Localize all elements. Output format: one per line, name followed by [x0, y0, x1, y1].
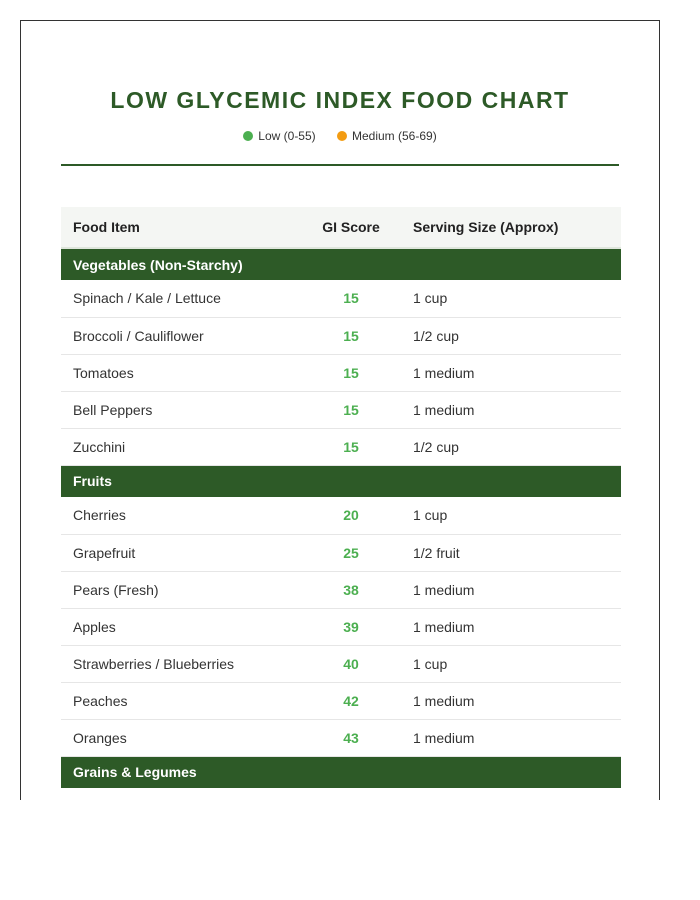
header-serving-size: Serving Size (Approx)	[401, 207, 621, 248]
category-row-fruits	[61, 465, 621, 497]
serving-size: 1 cup	[401, 497, 621, 534]
legend	[21, 129, 659, 143]
serving-size: 1/2 fruit	[401, 534, 621, 571]
serving-size: 1 cup	[401, 645, 621, 682]
table-header-row	[61, 207, 621, 248]
gi-score: 15	[301, 354, 401, 391]
gi-score: 40	[301, 645, 401, 682]
gi-score: 38	[301, 571, 401, 608]
document-page	[20, 20, 660, 800]
table-row	[61, 719, 621, 756]
food-item: Peaches	[61, 682, 301, 719]
serving-size: 1/2 cup	[401, 428, 621, 465]
serving-size: 1 medium	[401, 391, 621, 428]
header-food-item: Food Item	[61, 207, 301, 248]
legend-item-medium	[337, 129, 437, 143]
table-row	[61, 571, 621, 608]
page-title: LOW GLYCEMIC INDEX FOOD CHART	[110, 87, 570, 113]
table-row	[61, 534, 621, 571]
gi-score: 25	[301, 534, 401, 571]
title-divider	[61, 164, 619, 166]
medium-dot-icon	[337, 131, 347, 141]
food-item: Spinach / Kale / Lettuce	[61, 280, 301, 317]
gi-score: 15	[301, 428, 401, 465]
food-item: Strawberries / Blueberries	[61, 645, 301, 682]
category-label: Vegetables (Non-Starchy)	[61, 248, 621, 280]
food-item: Tomatoes	[61, 354, 301, 391]
gi-score: 39	[301, 608, 401, 645]
table-row	[61, 497, 621, 534]
table-row	[61, 645, 621, 682]
table-row	[61, 317, 621, 354]
table-row	[61, 428, 621, 465]
serving-size: 1 medium	[401, 608, 621, 645]
gi-score: 15	[301, 280, 401, 317]
serving-size: 1 medium	[401, 571, 621, 608]
food-item: Oranges	[61, 719, 301, 756]
legend-item-low	[243, 129, 315, 143]
gi-score: 20	[301, 497, 401, 534]
food-item: Broccoli / Cauliflower	[61, 317, 301, 354]
gi-score: 42	[301, 682, 401, 719]
serving-size: 1 medium	[401, 719, 621, 756]
table-row	[61, 391, 621, 428]
category-row-grains-legumes	[61, 756, 621, 788]
legend-label: Low (0-55)	[258, 129, 316, 143]
serving-size: 1 medium	[401, 682, 621, 719]
legend-label: Medium (56-69)	[352, 129, 437, 143]
low-dot-icon	[243, 131, 253, 141]
table-row	[61, 280, 621, 317]
table-row	[61, 608, 621, 645]
food-item: Apples	[61, 608, 301, 645]
table-row	[61, 682, 621, 719]
food-item: Cherries	[61, 497, 301, 534]
gi-score: 15	[301, 391, 401, 428]
category-label: Fruits	[61, 465, 621, 497]
food-item: Bell Peppers	[61, 391, 301, 428]
food-item: Zucchini	[61, 428, 301, 465]
header-gi-score: GI Score	[301, 207, 401, 248]
gi-score: 15	[301, 317, 401, 354]
food-item: Pears (Fresh)	[61, 571, 301, 608]
serving-size: 1/2 cup	[401, 317, 621, 354]
category-row-vegetables	[61, 248, 621, 280]
serving-size: 1 medium	[401, 354, 621, 391]
gi-score: 43	[301, 719, 401, 756]
category-label: Grains & Legumes	[61, 756, 621, 788]
table-row	[61, 354, 621, 391]
gi-food-table	[61, 207, 621, 788]
serving-size: 1 cup	[401, 280, 621, 317]
food-item: Grapefruit	[61, 534, 301, 571]
